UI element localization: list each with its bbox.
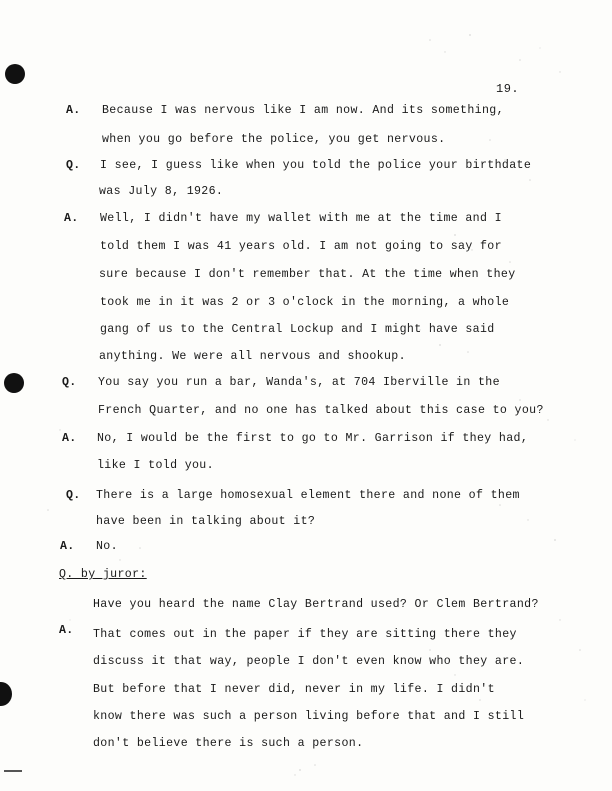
speaker-marker: A. (64, 212, 79, 225)
transcript-line: Have you heard the name Clay Bertrand used? Or Clem Bertrand? (93, 598, 539, 611)
speaker-marker: Q. (62, 376, 77, 389)
punch-hole-bottom (0, 682, 12, 706)
transcript-line: gang of us to the Central Lockup and I might have said (100, 323, 495, 336)
speaker-marker: A. (60, 540, 75, 553)
page-number: 19. (496, 82, 520, 96)
transcript-line: have been in talking about it? (96, 515, 316, 528)
scan-edge-mark (4, 770, 22, 772)
transcript-line: No. (96, 540, 118, 553)
speaker-marker: A. (66, 104, 81, 117)
transcript-line: I see, I guess like when you told the police your birthdate (100, 159, 532, 172)
transcript-line: sure because I don't remember that. At the time when they (99, 268, 516, 281)
transcript-line: took me in it was 2 or 3 o'clock in the morning, a whole (100, 296, 510, 309)
transcript-line: don't believe there is such a person. (93, 737, 364, 750)
transcript-line: told them I was 41 years old. I am not going to say for (100, 240, 502, 253)
transcript-line: know there was such a person living before that and I still (93, 710, 525, 723)
transcript-line: That comes out in the paper if they are sitting there they (93, 628, 517, 641)
transcript-line: anything. We were all nervous and shookup. (99, 350, 406, 363)
transcript-line: discuss it that way, people I don't even know who they are. (93, 655, 525, 668)
punch-hole-top (5, 64, 25, 84)
speaker-marker: A. (59, 624, 74, 637)
speaker-marker: Q. (66, 159, 81, 172)
transcript-line: when you go before the police, you get nervous. (102, 133, 446, 146)
transcript-line: But before that I never did, never in my life. I didn't (93, 683, 495, 696)
transcript-line: No, I would be the first to go to Mr. Garrison if they had, (97, 432, 529, 445)
transcript-line: Well, I didn't have my wallet with me at the time and I (100, 212, 502, 225)
punch-hole-middle (4, 373, 24, 393)
transcript-line: You say you run a bar, Wanda's, at 704 Iberville in the (98, 376, 500, 389)
speaker-marker: Q. (66, 489, 81, 502)
juror-heading: Q. by juror: (59, 568, 147, 581)
transcript-line: French Quarter, and no one has talked about this case to you? (98, 404, 544, 417)
transcript-line: like I told you. (97, 459, 214, 472)
transcript-line: Because I was nervous like I am now. And its something, (102, 104, 504, 117)
transcript-line: was July 8, 1926. (99, 185, 224, 198)
transcript-line: There is a large homosexual element there and none of them (96, 489, 520, 502)
speaker-marker: A. (62, 432, 77, 445)
